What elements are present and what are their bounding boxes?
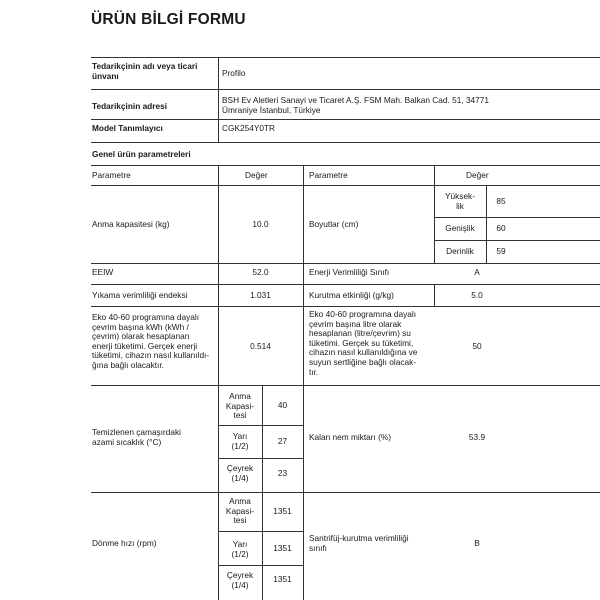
- water-cons-label: Eko 40-60 programına dayalı çevrim başına litre olarak hesaplanan (litre/çevrim) su tüketimi. Gerçek su tüketimi, cihazın nasıl kullanıldığına ve suyun sertliğine bağlı olacak- tır.: [309, 309, 418, 377]
- spin-quarter-label: Çeyrek (1/4): [226, 570, 254, 590]
- spin-rated-label: Anma Kapasi- tesi: [225, 496, 255, 526]
- row-wash-eff-rule: [91, 306, 600, 307]
- model-label: Model Tanımlayıcı: [92, 123, 163, 133]
- model-value: CGK254Y0TR: [222, 123, 276, 133]
- spin-rated-value: 1351: [273, 506, 292, 516]
- water-cons-value: 50: [472, 341, 482, 351]
- temp-label: Temizlenen çamaşırdaki azami sıcaklık (°C): [92, 427, 181, 447]
- spin-sub-rule-1: [218, 531, 303, 532]
- energy-cons-value: 0.514: [250, 341, 271, 351]
- dim-sub-rule-1: [434, 217, 600, 218]
- supplier-col-divider: [218, 57, 219, 142]
- header-value-right: Değer: [466, 170, 489, 180]
- supplier-divider-2: [91, 119, 600, 120]
- page-title: ÜRÜN BİLGİ FORMU: [91, 11, 246, 28]
- supplier-divider-1: [91, 89, 600, 90]
- temp-sub-rule-1: [218, 425, 303, 426]
- supplier-address-value: BSH Ev Aletleri Sanayi ve Ticaret A.Ş. FSM Mah. Balkan Cad. 51, 34771 Ümraniye İstanbul, Türkiye: [222, 95, 490, 115]
- energy-class-value: A: [474, 267, 480, 277]
- header-value-left: Değer: [245, 170, 268, 180]
- energy-class-label: Enerji Verimliliği Sınıfı: [309, 267, 390, 277]
- temp-sub-rule-2: [218, 458, 303, 459]
- temp-half-label: Yarı (1/2): [231, 431, 249, 451]
- supplier-divider-3: [91, 142, 600, 143]
- param-header-rule: [91, 185, 600, 186]
- row-temp-rule: [91, 492, 600, 493]
- supplier-name-label: Tedarikçinin adı veya ticari ünvanı: [92, 61, 198, 81]
- temp-rated-value: 40: [277, 400, 288, 410]
- row-energy-cons-rule: [91, 385, 600, 386]
- row-eeiw-rule: [91, 284, 600, 285]
- dim-depth-label: Derinlik: [446, 246, 474, 256]
- header-param-right: Parametre: [309, 170, 348, 180]
- param-table-top-rule: [91, 165, 600, 166]
- spin-class-value: B: [474, 538, 480, 548]
- capacity-label: Anma kapasitesi (kg): [92, 219, 170, 229]
- spin-label: Dönme hızı (rpm): [92, 538, 157, 548]
- section-title: Genel ürün parametreleri: [92, 149, 191, 159]
- temp-quarter-value: 23: [277, 468, 288, 478]
- param-col-divider-2: [303, 165, 304, 600]
- eeiw-label: EEIW: [92, 267, 114, 277]
- dry-eff-label: Kurutma etkinliği (g/kg): [309, 290, 394, 300]
- eeiw-value: 52.0: [252, 267, 269, 277]
- supplier-address-label: Tedarikçinin adresi: [92, 101, 168, 111]
- supplier-table-top-rule: [91, 57, 600, 58]
- dimensions-label: Boyutlar (cm): [309, 219, 359, 229]
- dim-sub-rule-2: [434, 240, 600, 241]
- param-col-divider-1: [218, 165, 219, 600]
- spin-half-label: Yarı (1/2): [231, 539, 249, 559]
- dim-depth-value: 59: [496, 246, 506, 256]
- energy-cons-label: Eko 40-60 programına dayalı çevrim başına kWh (kWh / çevrim) olarak hesaplanan enerji tüketimi. Gerçek enerji tüketimi, cihazın nasıl kullanıldı- ğına bağlı olacaktır.: [92, 312, 210, 370]
- spin-class-label: Santrifüj-kurutma verimliliği sınıfı: [309, 533, 409, 553]
- header-param-left: Parametre: [92, 170, 131, 180]
- spin-sub-rule-2: [218, 565, 303, 566]
- spin-quarter-value: 1351: [273, 574, 292, 584]
- spin-half-value: 1351: [273, 543, 292, 553]
- dim-height-label: Yüksek- lik: [445, 191, 475, 211]
- wash-eff-label: Yıkama verimliliği endeksi: [92, 290, 188, 300]
- dim-width-label: Genişlik: [445, 223, 475, 233]
- capacity-value: 10.0: [252, 219, 269, 229]
- moisture-label: Kalan nem miktarı (%): [309, 432, 392, 442]
- row-capacity-rule: [91, 263, 600, 264]
- wash-eff-value: 1.031: [250, 290, 271, 300]
- dim-width-value: 60: [496, 223, 506, 233]
- dry-eff-value: 5.0: [471, 290, 483, 300]
- supplier-name-value: Profilo: [222, 68, 246, 78]
- temp-quarter-label: Çeyrek (1/4): [226, 463, 254, 483]
- moisture-value: 53.9: [468, 432, 486, 442]
- temp-half-value: 27: [277, 436, 288, 446]
- dim-height-value: 85: [496, 196, 506, 206]
- temp-rated-label: Anma Kapasi- tesi: [225, 391, 255, 421]
